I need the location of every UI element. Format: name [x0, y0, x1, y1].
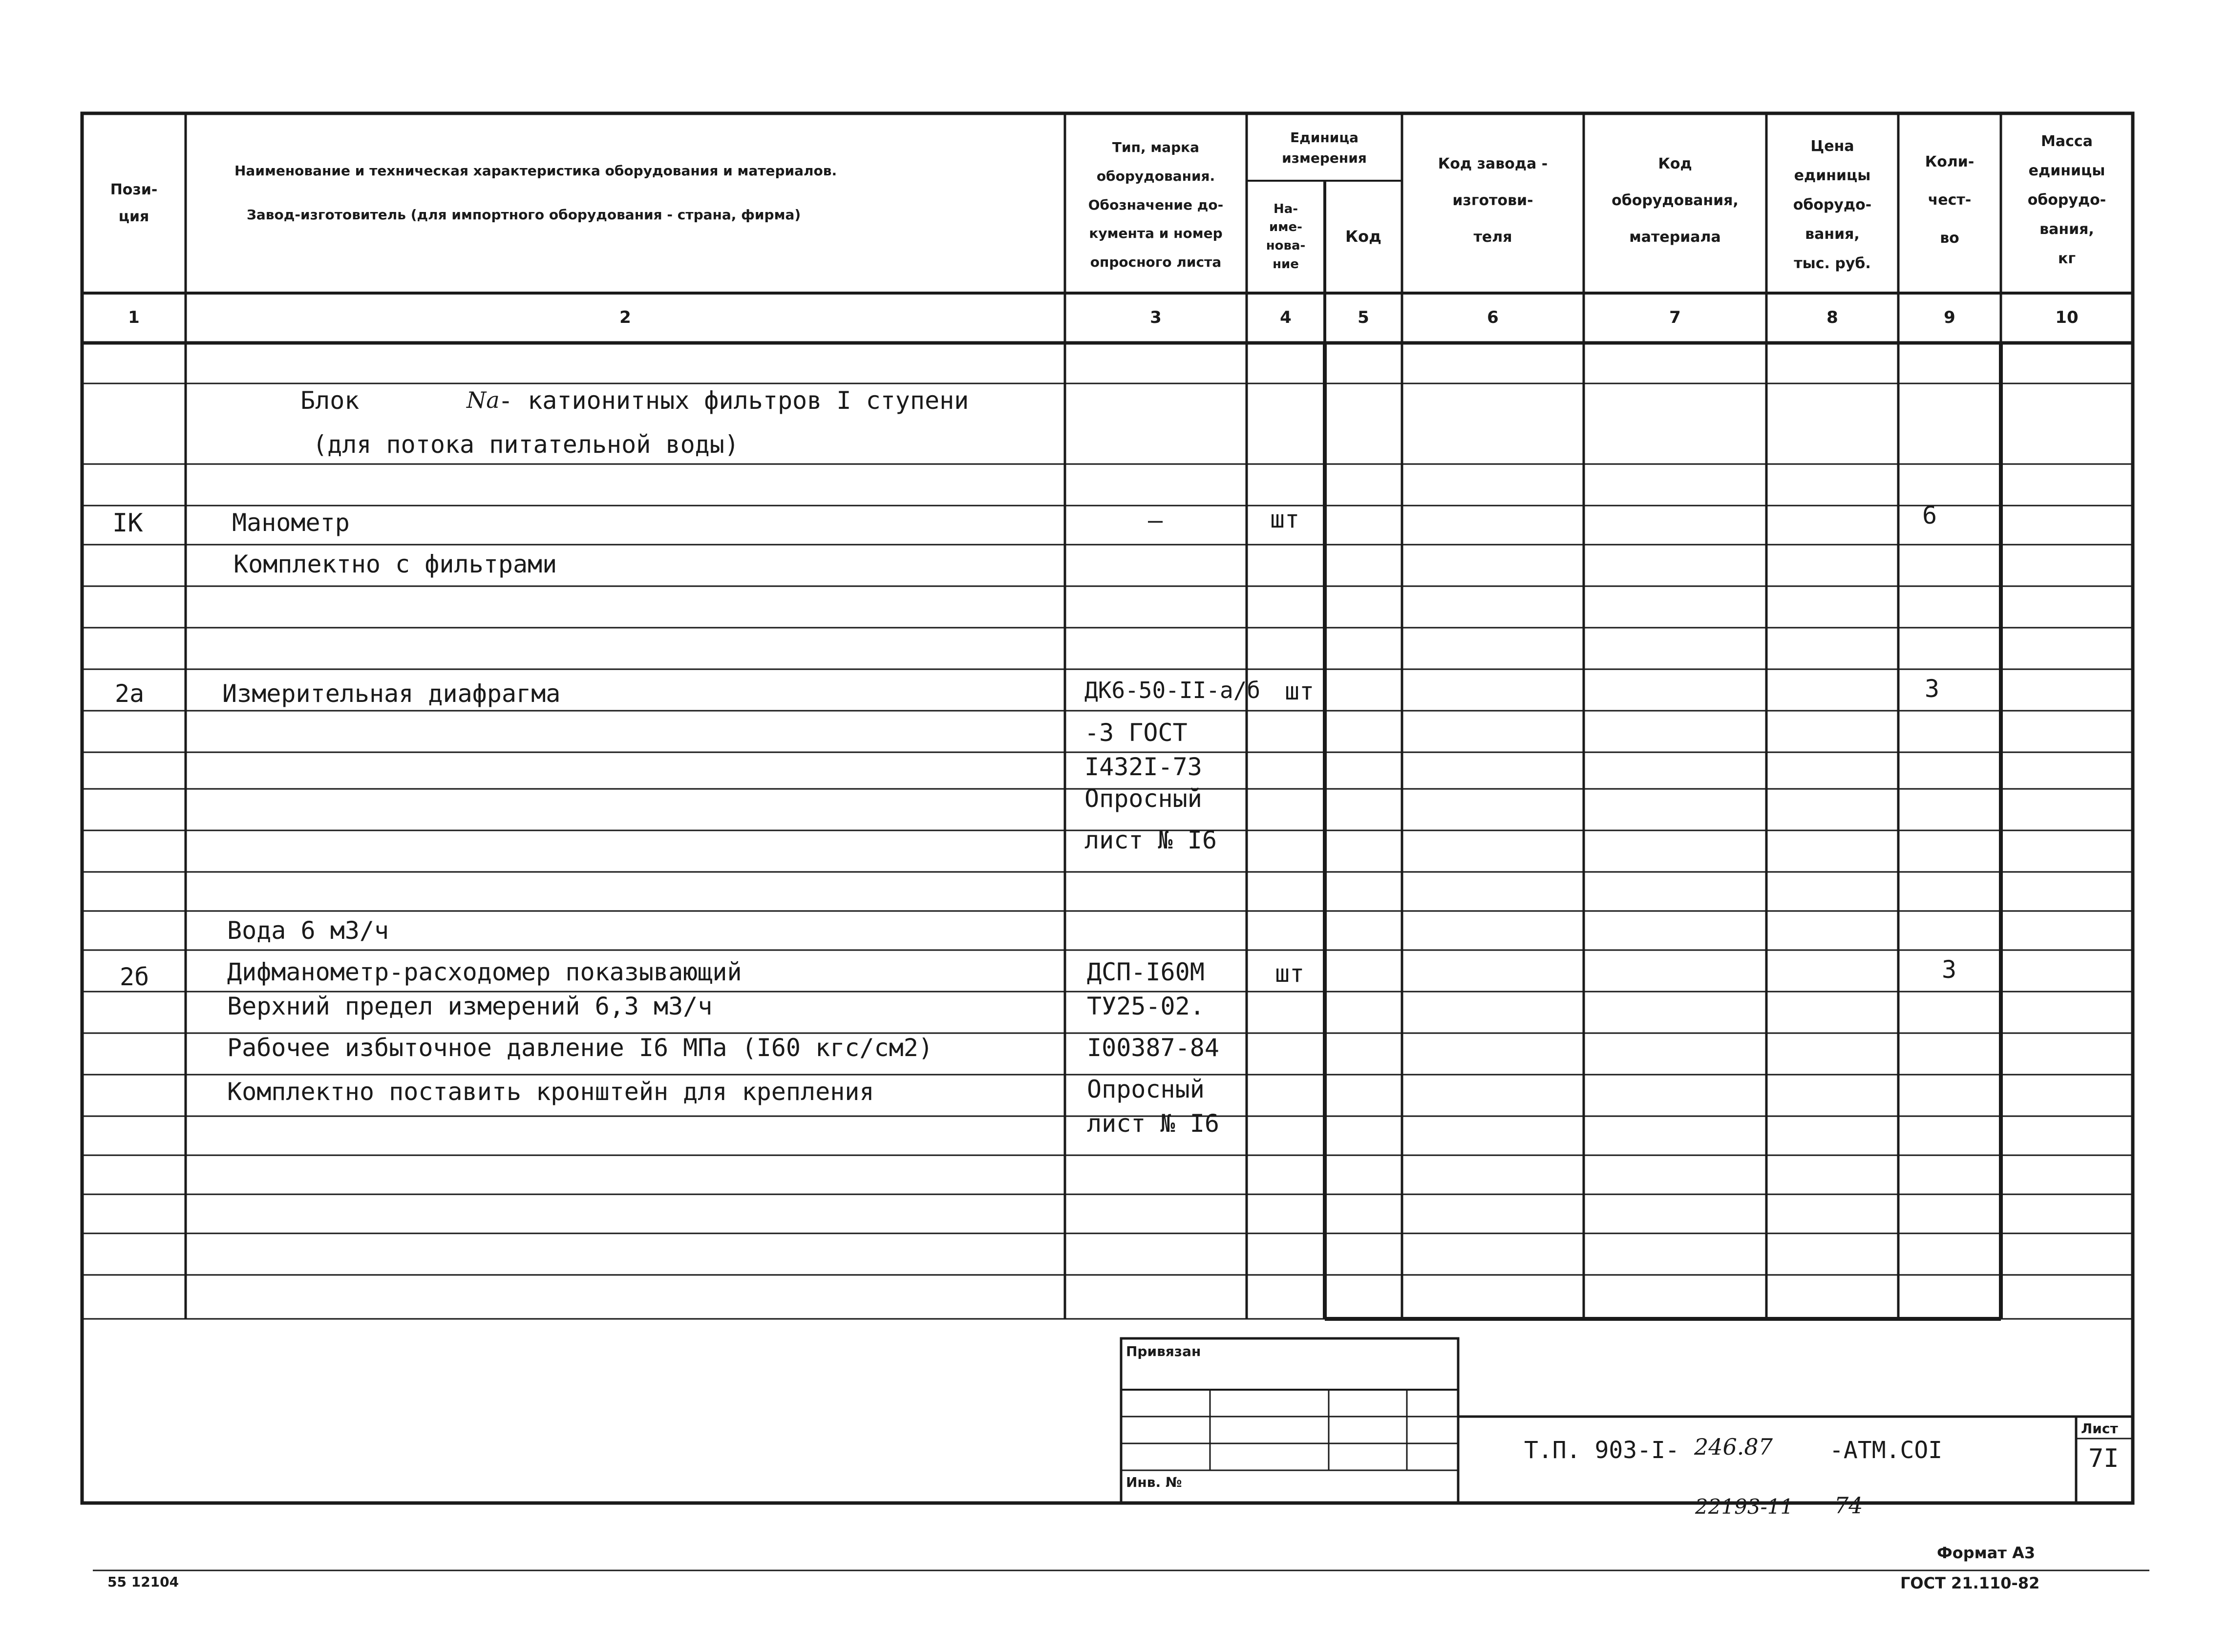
- doc-code-handwritten: 246.87: [1694, 1434, 1773, 1460]
- doc-code-prefix: Т.П. 903-I-: [1524, 1437, 1679, 1464]
- row2-note: Вода 6 м3/ч: [227, 916, 389, 945]
- row3-quantity: 3: [1942, 955, 1957, 984]
- sheet-label: Лист: [2081, 1420, 2118, 1437]
- row1-unit: шт: [1270, 505, 1300, 533]
- row1-position: IK: [112, 508, 143, 538]
- header-position: Пози- ция: [110, 181, 158, 225]
- header-quantity: Коли- чест- во: [1925, 153, 1974, 247]
- row2-type-4: Опросный: [1084, 784, 1202, 813]
- column-number-4: 4: [1280, 308, 1292, 327]
- row1-name: Манометр: [232, 508, 350, 537]
- row3-type-5: лист № I6: [1087, 1109, 1219, 1138]
- header-equipment-code: Код оборудования, материала: [1612, 155, 1739, 246]
- header-unit-code: Код: [1345, 227, 1381, 246]
- row2-type-3: I432I-73: [1084, 753, 1202, 781]
- sheet-number: 7I: [2088, 1444, 2119, 1473]
- stamp-privyazan: Привязан: [1126, 1343, 1201, 1359]
- row2-type-5: лист № I6: [1084, 826, 1217, 854]
- row3-name-2: Верхний предел измерений 6,3 м3/ч: [227, 992, 713, 1020]
- header-type: Тип, марка оборудования. Обозначение до- кумента и номер опросного листа: [1088, 139, 1224, 271]
- column-number-8: 8: [1826, 308, 1838, 327]
- header-unit-group: Единица измерения: [1282, 129, 1367, 166]
- stamp-inv-no: Инв. №: [1126, 1474, 1182, 1490]
- row3-type-2: ТУ25-02.: [1087, 992, 1205, 1020]
- column-number-2: 2: [619, 308, 631, 327]
- block-title-rest: - катионитных фильтров I ступени: [498, 386, 969, 415]
- header-name-line2: Завод-изготовитель (для импортного оборудования - страна, фирма): [247, 207, 801, 223]
- row3-unit: шт: [1275, 959, 1305, 988]
- block-subtitle: (для потока питательной воды): [313, 430, 739, 459]
- header-factory-code: Код завода - изготови- теля: [1438, 155, 1548, 246]
- header-name-line1: Наименование и техническая характеристика оборудования и материалов.: [234, 163, 837, 179]
- row3-name-3: Рабочее избыточное давление I6 МПа (I60 кгс/см2): [227, 1034, 933, 1062]
- handwritten-page-no: 74: [1834, 1492, 1863, 1519]
- handwritten-registration-no: 22193-11: [1695, 1495, 1794, 1519]
- doc-code-suffix: -АТМ.СОI: [1829, 1437, 1943, 1464]
- header-mass: Масса единицы оборудо- вания, кг: [2027, 133, 2106, 267]
- footer-gost: ГОСТ 21.110-82: [1900, 1574, 2040, 1592]
- row2-type-1: ДК6-50-II-а/б: [1084, 677, 1261, 703]
- row2-position: 2а: [115, 679, 145, 708]
- block-title-word: Блок: [300, 386, 360, 415]
- column-number-7: 7: [1669, 308, 1681, 327]
- row2-quantity: 3: [1925, 675, 1940, 703]
- row1-note: Комплектно с фильтрами: [234, 550, 557, 578]
- row3-type-4: Опросный: [1087, 1075, 1205, 1103]
- row3-type-3: I00387-84: [1087, 1034, 1219, 1062]
- row2-type-2: -3 ГОСТ: [1084, 719, 1188, 747]
- block-title-na: Na: [467, 387, 500, 413]
- row3-name-4: Комплектно поставить кронштейн для крепления: [227, 1078, 874, 1106]
- column-number-9: 9: [1944, 308, 1955, 327]
- column-number-3: 3: [1150, 308, 1162, 327]
- row1-quantity: 6: [1922, 501, 1937, 529]
- footer-format: Формат А3: [1937, 1544, 2036, 1562]
- column-number-5: 5: [1358, 308, 1369, 327]
- row3-name-1: Дифманометр-расходомер показывающий: [227, 958, 742, 986]
- row1-type: –: [1148, 506, 1163, 534]
- header-unit-name: На- име- нова- ние: [1266, 201, 1306, 272]
- column-number-10: 10: [2055, 308, 2079, 327]
- footer-left-code: 55 12104: [107, 1574, 179, 1590]
- column-number-6: 6: [1487, 308, 1499, 327]
- row2-unit: шт: [1285, 677, 1315, 705]
- row3-position: 2б: [120, 963, 149, 991]
- row2-name: Измерительная диафрагма: [222, 679, 561, 708]
- column-number-1: 1: [128, 308, 140, 327]
- row3-type-1: ДСП-I60М: [1087, 958, 1205, 986]
- header-price: Цена единицы оборудо- вания, тыс. руб.: [1793, 138, 1872, 272]
